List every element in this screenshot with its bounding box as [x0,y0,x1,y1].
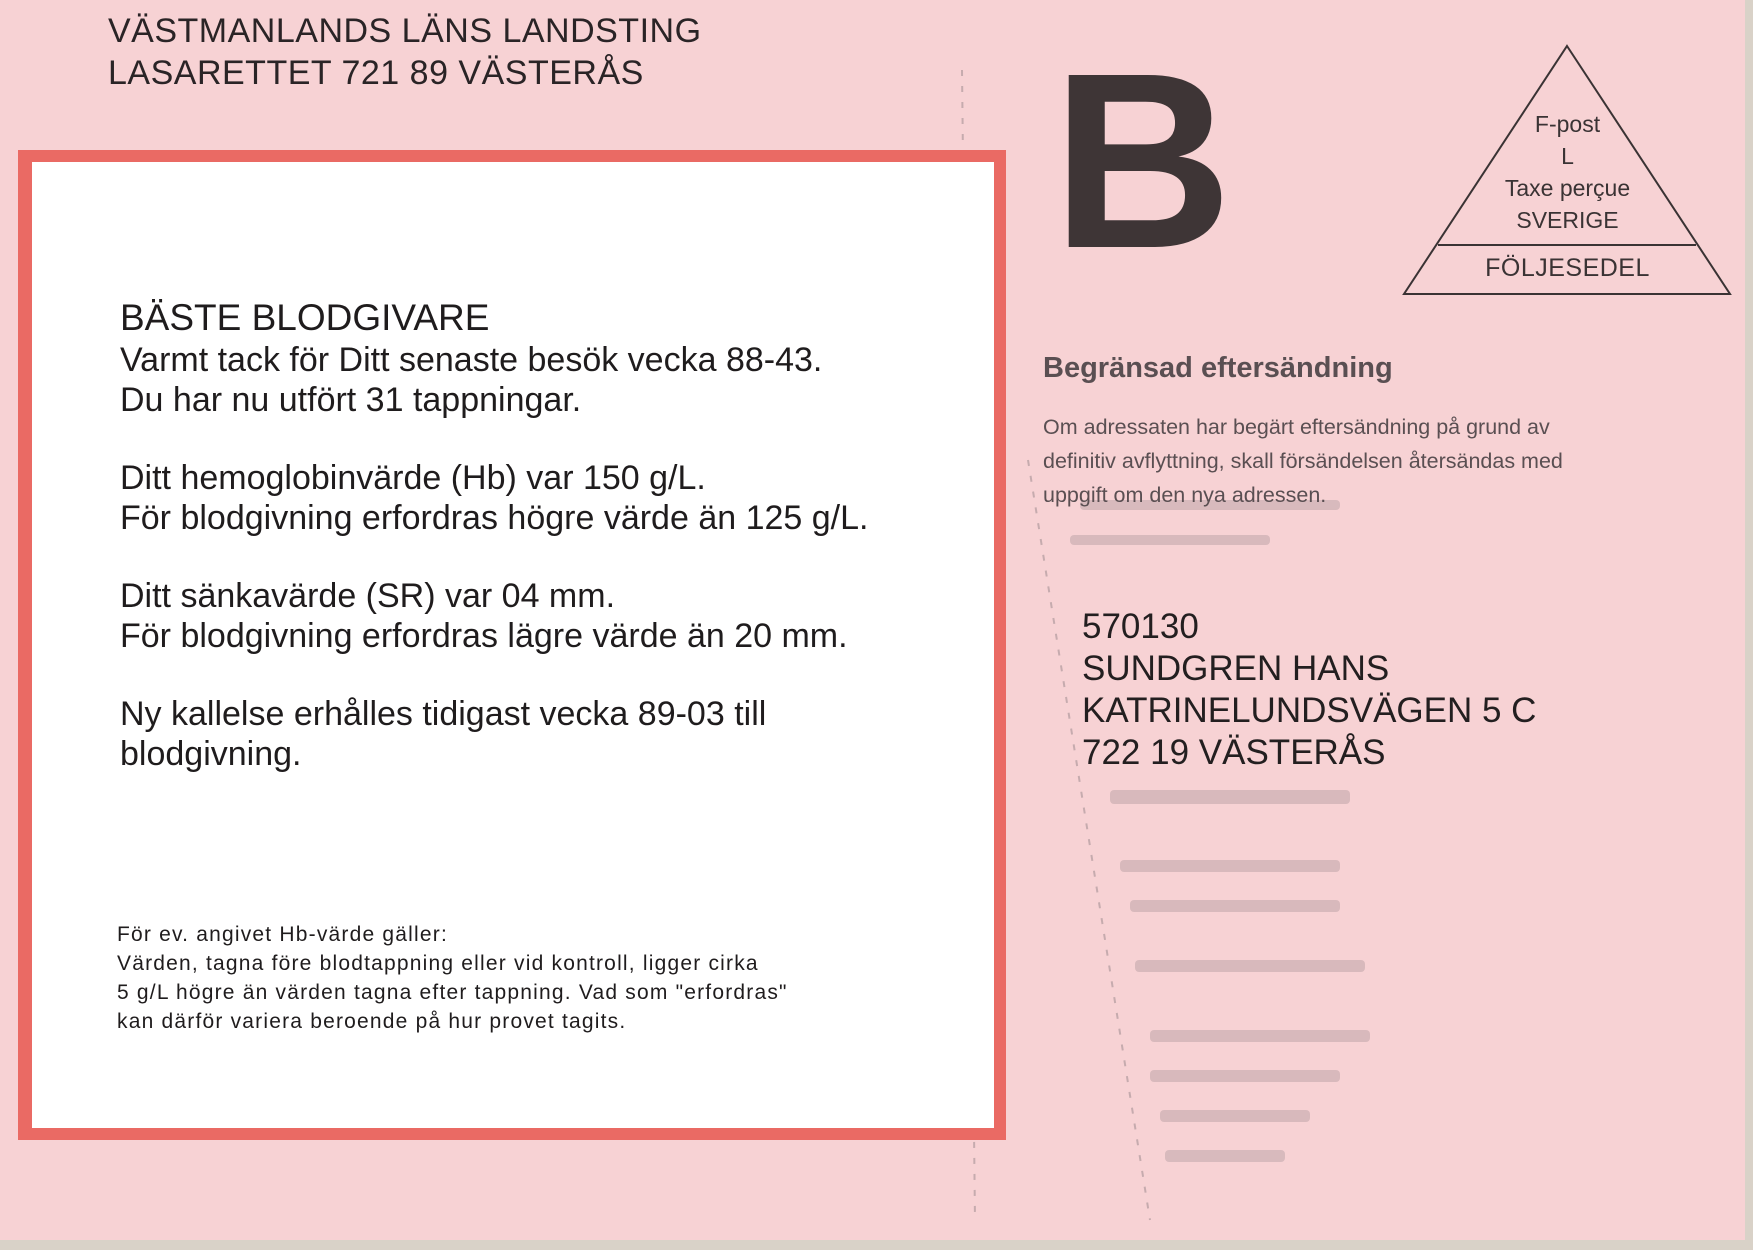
postage-footer: FÖLJESEDEL [1485,254,1650,282]
footnote-line-4: kan därför variera beroende på hur provet tagits. [117,1010,627,1033]
forwarding-title: Begränsad eftersändning [1043,352,1393,384]
hb-value-line: Ditt hemoglobinvärde (Hb) var 150 g/L. [120,459,706,497]
forwarding-line-1: Om adressaten har begärt eftersändning på grund av [1043,415,1550,439]
recipient-id: 570130 [1082,607,1199,646]
recipient-city: 722 19 VÄSTERÅS [1082,733,1386,772]
footnote-line-2: Värden, tagna före blodtappning eller vid kontroll, ligger cirka [117,952,759,975]
message-panel [32,162,994,1128]
postage-line-4: SVERIGE [1516,207,1619,233]
postage-text [1400,108,1735,236]
recipient-address [1082,606,1536,774]
message-heading: BÄSTE BLODGIVARE [120,297,490,338]
donation-count-line: Du har nu utfört 31 tappningar. [120,381,582,419]
sender-line-2: LASARETTET 721 89 VÄSTERÅS [108,54,644,92]
message-body [120,298,868,774]
postage-triangle [1400,40,1735,300]
postage-line-2: L [1561,143,1574,169]
recipient-name: SUNDGREN HANS [1082,649,1390,688]
postal-class-letter: B [1052,21,1233,300]
message-frame [18,150,1006,1140]
footnote-line-3: 5 g/L högre än värden tagna efter tappning. Vad som "erfordras" [117,981,788,1004]
forwarding-line-2: definitiv avflyttning, skall försändelsen återsändas med [1043,449,1563,473]
forwarding-text [1043,410,1563,512]
hb-footnote [117,920,788,1036]
postage-line-1: F-post [1534,111,1601,137]
next-call-line-1: Ny kallelse erhålles tidigast vecka 89-03 till [120,695,767,733]
postage-line-3: Taxe perçue [1504,175,1631,201]
sender-address [108,10,702,94]
sender-line-1: VÄSTMANLANDS LÄNS LANDSTING [108,12,702,50]
sr-requirement-line: För blodgivning erfordras lägre värde än 20 mm. [120,617,848,655]
next-call-line-2: blodgivning. [120,735,302,773]
forwarding-line-3: uppgift om den nya adressen. [1043,483,1327,507]
hb-requirement-line: För blodgivning erfordras högre värde än 125 g/L. [120,499,869,537]
recipient-street: KATRINELUNDSVÄGEN 5 C [1082,691,1537,730]
footnote-line-1: För ev. angivet Hb-värde gäller: [117,923,448,946]
sr-value-line: Ditt sänkavärde (SR) var 04 mm. [120,577,616,615]
visit-line: Varmt tack för Ditt senaste besök vecka 88-43. [120,341,823,379]
